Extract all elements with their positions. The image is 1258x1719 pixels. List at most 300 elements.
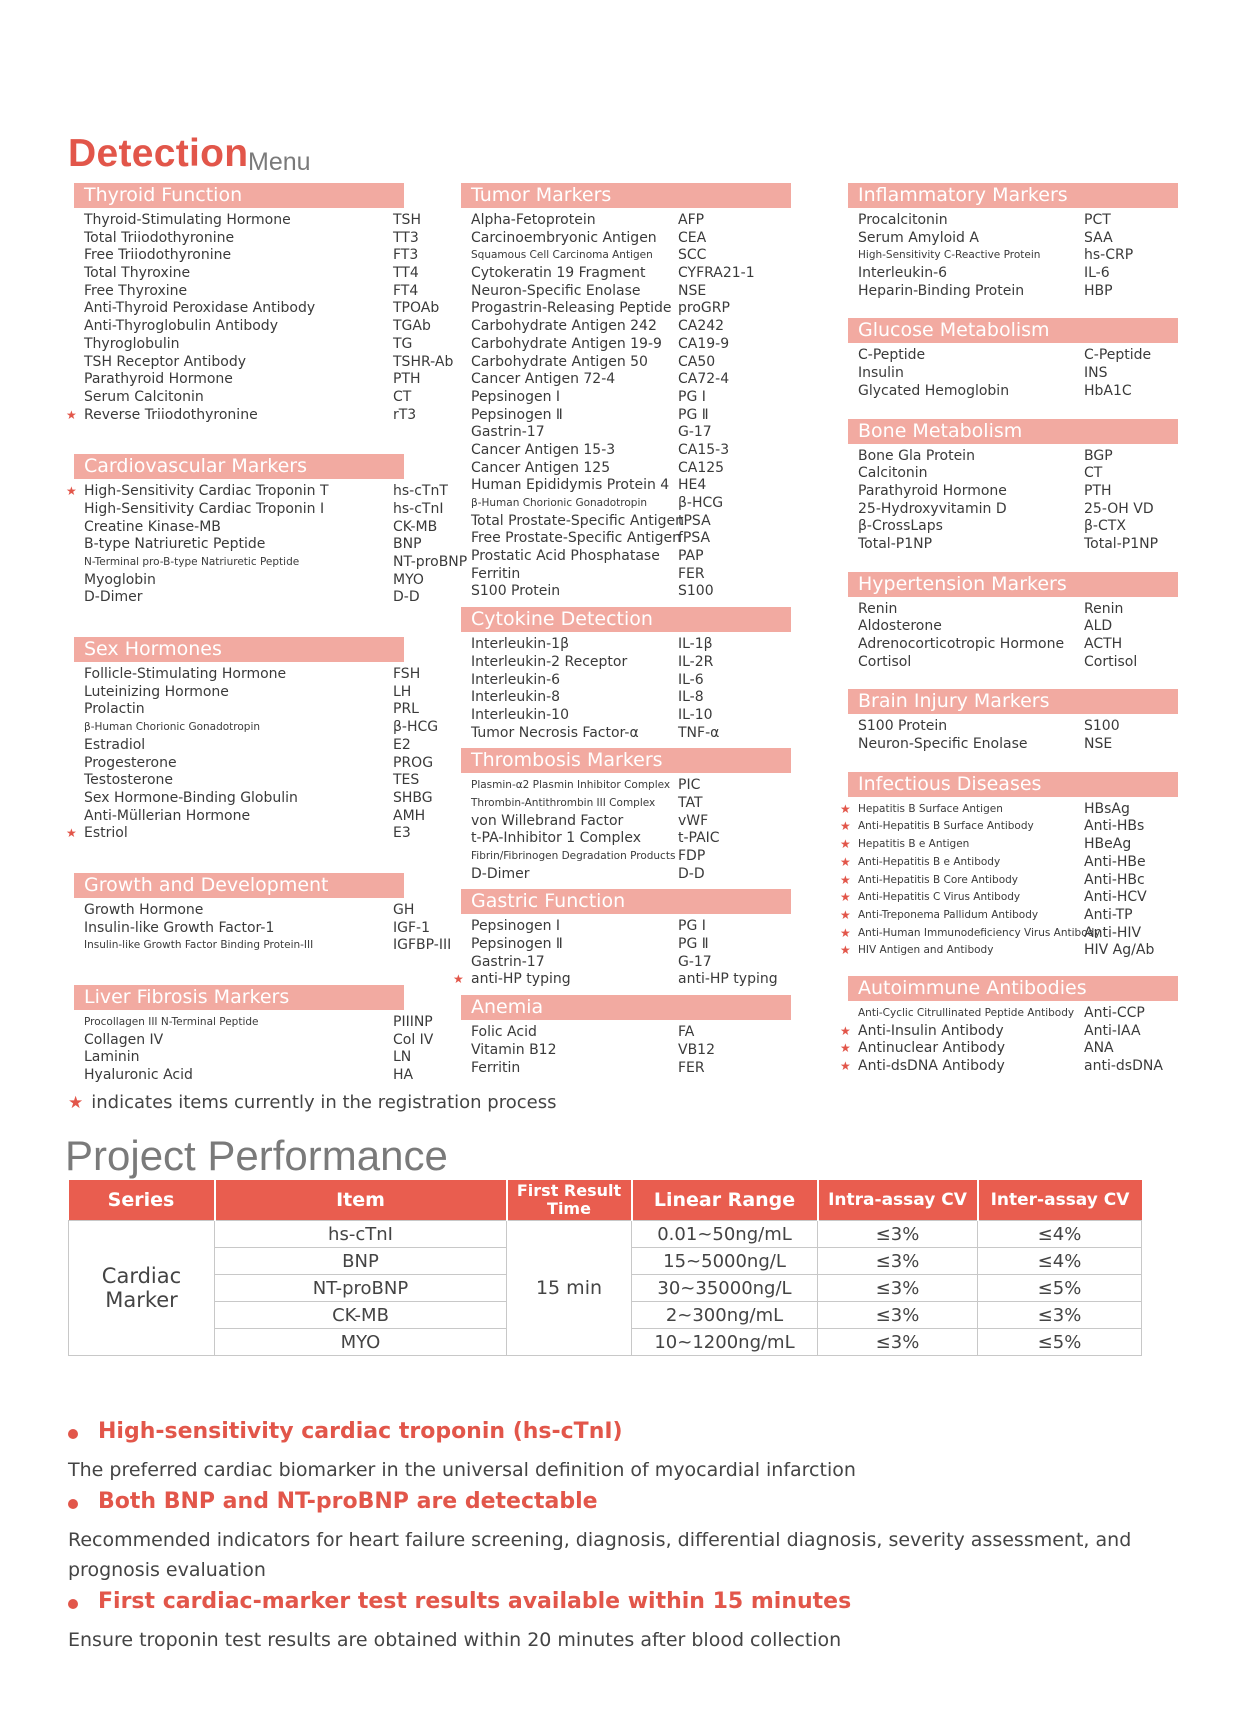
list-item [68,353,454,372]
item-name: Thyroid-Stimulating Hormone [84,212,291,228]
item-abbreviation: CYFRA21-1 [678,265,755,282]
star-icon: ★ [840,943,851,958]
item-name: Progesterone [84,754,177,771]
item-abbreviation: IL-6 [1084,265,1110,282]
item-cell: CK-MB [215,1302,507,1329]
list-item [68,589,420,607]
first-result-time-cell: 15 min [507,1221,632,1356]
list-item [842,283,1178,301]
item-abbreviation: hs-cTnI [393,500,444,517]
bullet-dot-icon [68,1429,78,1439]
item-name: Anti-Hepatitis B Surface Antibody [858,820,1034,833]
item-name: Plasmin-α2 Plasmin Inhibitor Complex [471,779,671,792]
item-name: Procalcitonin [858,212,948,228]
item-abbreviation: TT4 [393,265,419,282]
list-item [455,1060,791,1078]
item-abbreviation: G-17 [678,953,712,970]
item-name: Tumor Necrosis Factor-α [471,724,639,741]
item-name: Gastrin-17 [471,953,545,970]
list-item [842,654,1178,672]
inter-assay-cv-cell: ≤3% [978,1302,1142,1329]
item-abbreviation: β-HCG [393,719,439,736]
item-abbreviation: PCT [1084,212,1111,228]
item-abbreviation: TT3 [393,229,419,246]
list-item [455,530,791,548]
item-abbreviation: Anti-HBe [1084,853,1146,870]
item-name: Free Thyroxine [84,282,188,299]
list-item [68,265,419,283]
menu-section [842,976,1178,1076]
item-name: Thyroglobulin [84,335,180,352]
item-abbreviation: CA242 [678,318,725,335]
item-abbreviation: TPOAb [393,300,440,317]
list-item [455,954,791,972]
menu-section [455,183,791,601]
list-item [842,501,1178,519]
list-item [455,848,791,866]
list-item [842,212,1178,230]
star-icon: ★ [453,972,464,987]
linear-range-cell: 15~5000ng/L [632,1248,818,1275]
item-abbreviation: NSE [1084,736,1113,753]
item-name: von Willebrand Factor [471,812,624,829]
menu-section [455,995,791,1077]
list-item [455,566,791,584]
list-item [68,229,419,248]
list-item [68,1049,412,1067]
registration-footnote [68,1092,556,1113]
item-abbreviation: Anti-IAA [1084,1022,1141,1039]
list-item [842,872,1178,890]
item-name: Total Thyroxine [84,265,191,282]
item-abbreviation: CA50 [678,353,716,370]
list-item [455,513,791,531]
menu-section [842,689,1178,753]
list-item [455,265,791,283]
item-abbreviation: Anti-HBc [1084,871,1145,888]
item-abbreviation: HIV Ag/Ab [1084,942,1155,959]
section-items [66,212,454,424]
star-icon: ★ [68,1093,84,1113]
item-abbreviation: TES [393,772,420,789]
item-name: Anti-Human Immunodeficiency Virus Antibody [858,926,1101,939]
list-item [842,801,1178,819]
item-abbreviation: anti-dsDNA [1084,1058,1163,1074]
item-abbreviation: CA15-3 [678,441,730,458]
menu-section [66,637,439,843]
inter-assay-cv-cell: ≤4% [978,1221,1142,1248]
list-item [455,300,791,318]
header-linear-range: Linear Range [632,1180,818,1221]
section-items [842,448,1178,554]
list-item [842,636,1178,654]
section-header: Infectious Diseases [848,772,1178,797]
item-abbreviation: NT-proBNP [393,554,468,570]
item-abbreviation: HE4 [678,477,707,494]
list-item [842,718,1178,736]
item-name: Adrenocorticotropic Hormone [858,636,1065,652]
star-icon: ★ [840,890,851,905]
linear-range-cell: 2~300ng/mL [632,1302,818,1329]
section-header: Thrombosis Markers [461,748,791,773]
list-item [842,1058,1178,1076]
section-header: Cardiovascular Markers [74,454,404,479]
item-abbreviation: FT3 [393,247,419,264]
list-item [68,683,412,702]
section-header: Anemia [461,995,791,1020]
menu-section [842,419,1178,554]
item-name: Parathyroid Hormone [84,371,233,388]
list-item [455,672,791,690]
header-first-result-time: First Result Time [507,1180,632,1221]
item-name: Gastrin-17 [471,424,545,441]
item-name: Luteinizing Hormone [84,683,229,700]
list-item [68,318,431,336]
item-name: Heparin-Binding Protein [858,282,1025,299]
list-item [842,736,1178,754]
item-name: S100 Protein [858,718,948,735]
item-name: Procollagen III N-Terminal Peptide [84,1016,259,1028]
header-series: Series [69,1180,215,1221]
item-abbreviation: LH [393,683,412,700]
list-item [842,483,1178,501]
menu-section [455,748,791,883]
section-header: Hypertension Markers [848,572,1178,597]
list-item [842,265,1178,283]
item-name: Insulin [858,365,904,382]
item-name: Vitamin B12 [471,1041,557,1058]
list-item [68,335,413,354]
item-abbreviation: NSE [678,282,707,299]
item-cell: MYO [215,1329,507,1356]
item-name: Interleukin-10 [471,706,569,723]
item-abbreviation: FDP [678,848,706,864]
section-header: Thyroid Function [74,183,404,208]
header-item: Item [215,1180,507,1221]
section-items [455,918,791,989]
item-name: Laminin [84,1049,140,1066]
list-item [68,807,426,826]
item-abbreviation: HbA1C [1084,382,1132,399]
item-name: Prostatic Acid Phosphatase [471,548,660,565]
section-header: Tumor Markers [461,183,791,208]
section-header: Brain Injury Markers [848,689,1178,714]
list-item [842,1023,1178,1041]
item-name: Squamous Cell Carcinoma Antigen [471,249,653,262]
item-name: Calcitonin [858,465,928,482]
list-item [455,689,791,707]
item-name: Human Epididymis Protein 4 [471,477,670,494]
menu-section [842,772,1178,960]
item-abbreviation: fPSA [678,530,711,547]
item-name: Parathyroid Hormone [858,482,1007,499]
item-name: Anti-Hepatitis C Virus Antibody [858,891,1021,904]
list-item [66,483,448,501]
item-abbreviation: PTH [1084,482,1112,499]
list-item [68,300,440,318]
item-abbreviation: SHBG [393,789,433,806]
item-name: Pepsinogen Ⅱ [471,936,563,953]
list-item [68,1014,433,1032]
list-item [842,347,1178,365]
item-abbreviation: G-17 [678,424,712,441]
item-abbreviation: TNF-α [678,724,720,741]
item-abbreviation: PIC [678,777,701,794]
section-items [455,1024,791,1077]
list-item [68,901,415,920]
item-abbreviation: HA [393,1067,414,1084]
item-abbreviation: Total-P1NP [1084,535,1159,552]
series-cell: Cardiac Marker [69,1221,215,1356]
list-item [842,942,1178,960]
item-name: Anti-Treponema Pallidum Antibody [858,908,1039,921]
list-item [455,548,791,566]
list-item [455,407,791,425]
item-name: Anti-Hepatitis B e Antibody [858,855,1001,868]
bullet-dot-icon [68,1599,78,1609]
item-name: Hyaluronic Acid [84,1067,193,1084]
list-item [68,571,424,590]
list-item [68,701,419,719]
item-abbreviation: Anti-HIV [1084,924,1142,941]
item-abbreviation: ACTH [1084,636,1123,652]
item-abbreviation: Col IV [393,1031,434,1048]
item-abbreviation: FER [678,1059,705,1076]
list-item [455,477,791,495]
point-body: The preferred cardiac biomarker in the universal definition of myocardial infarction [68,1459,856,1481]
menu-section [455,607,791,742]
item-abbreviation: Anti-HCV [1084,889,1147,906]
list-item [68,500,444,519]
item-name: Carbohydrate Antigen 19-9 [471,335,662,352]
menu-section [842,572,1178,672]
point-heading: First cardiac-marker test results available within 15 minutes [98,1589,852,1614]
table-header-row [69,1180,1142,1221]
item-name: D-Dimer [471,865,530,882]
menu-section [68,873,452,955]
list-item [455,777,791,795]
item-name: C-Peptide [858,347,926,364]
item-name: Anti-Hepatitis B Core Antibody [858,873,1019,886]
menu-column-1 [66,183,468,1085]
list-item [68,1031,434,1050]
item-name: Free Prostate-Specific Antigen [471,530,682,547]
intra-assay-cv-cell: ≤3% [818,1248,978,1275]
list-item [455,371,791,389]
list-item [68,919,430,938]
menu-section [842,183,1178,300]
item-name: Myoglobin [84,571,156,588]
item-name: Anti-Müllerian Hormone [84,807,251,824]
item-name: Alpha-Fetoprotein [471,212,596,228]
item-name: Hepatitis B Surface Antigen [858,802,1003,815]
item-abbreviation: FA [678,1024,695,1041]
list-item [455,247,791,265]
point-body: Recommended indicators for heart failure screening, diagnosis, differential diagnosis, severity assessment, and prognosis evaluation [68,1529,1132,1581]
list-item [68,937,452,955]
item-abbreviation: HBeAg [1084,836,1132,853]
item-name: Cancer Antigen 15-3 [471,441,616,458]
item-name: Interleukin-1β [471,636,569,653]
item-name: Hepatitis B e Antigen [858,838,970,851]
item-name: β-Human Chorionic Gonadotropin [471,497,648,509]
intra-assay-cv-cell: ≤3% [818,1302,978,1329]
item-name: Progastrin-Releasing Peptide [471,300,672,317]
item-abbreviation: Anti-CCP [1084,1004,1145,1021]
list-item [68,736,411,755]
item-name: Cytokeratin 19 Fragment [471,265,646,282]
item-abbreviation: IL-1β [678,636,713,653]
inter-assay-cv-cell: ≤5% [978,1329,1142,1356]
intra-assay-cv-cell: ≤3% [818,1275,978,1302]
item-abbreviation: Anti-HBs [1084,818,1145,835]
menu-column-3 [842,183,1178,1076]
item-name: Total Prostate-Specific Antigen [471,512,685,529]
item-name: t-PA-Inhibitor 1 Complex [471,830,641,847]
list-item [455,918,791,936]
footnote-text: indicates items currently in the registration process [91,1092,557,1113]
list-item [68,371,421,389]
item-name: Anti-Cyclic Citrullinated Peptide Antibody [858,1006,1075,1019]
item-abbreviation: D-D [678,865,705,882]
item-abbreviation: Renin [1084,600,1124,617]
list-item [455,936,791,954]
item-name: Creatine Kinase-MB [84,518,221,535]
item-abbreviation: IL-2R [678,653,714,670]
item-abbreviation: CEA [678,229,707,246]
item-name: Sex Hormone-Binding Globulin [84,789,298,806]
header-intra-assay-cv: Intra-assay CV [818,1180,978,1221]
item-abbreviation: Anti-TP [1084,906,1133,923]
section-header: Bone Metabolism [848,419,1178,444]
item-name: Carcinoembryonic Antigen [471,229,657,246]
item-abbreviation: SAA [1084,229,1113,246]
item-abbreviation: CA72-4 [678,371,730,388]
item-name: TSH Receptor Antibody [84,353,247,370]
section-header: Inflammatory Markers [848,183,1178,208]
section-header: Liver Fibrosis Markers [74,985,404,1010]
star-icon: ★ [840,1041,851,1056]
item-name: Interleukin-8 [471,689,561,706]
item-abbreviation: FT4 [393,282,419,299]
item-name: Testosterone [84,772,174,789]
list-item [68,666,421,684]
star-icon: ★ [840,907,851,922]
item-abbreviation: ALD [1084,618,1113,635]
list-item [455,636,791,654]
list-item [68,554,468,572]
star-icon: ★ [840,819,851,834]
section-items [66,666,439,843]
item-name: Prolactin [84,701,145,718]
item-abbreviation: VB12 [678,1041,715,1058]
star-icon: ★ [66,407,77,422]
item-name: Folic Acid [471,1024,537,1041]
item-name: Fibrin/Fibrinogen Degradation Products [471,850,676,862]
menu-section [455,889,791,989]
section-header: Growth and Development [74,873,404,898]
intra-assay-cv-cell: ≤3% [818,1221,978,1248]
star-icon: ★ [66,826,77,841]
list-item [842,230,1178,248]
list-item [842,818,1178,836]
list-item [455,866,791,884]
section-items [842,347,1178,400]
bullet-dot-icon [68,1499,78,1509]
list-item [68,789,433,808]
item-name: High-Sensitivity Cardiac Troponin T [84,483,329,500]
star-icon: ★ [66,484,77,499]
item-abbreviation: vWF [678,812,709,829]
item-abbreviation: PTH [393,371,421,388]
item-abbreviation: TG [393,335,413,352]
item-name: β-Human Chorionic Gonadotropin [84,721,261,734]
item-abbreviation: ANA [1084,1040,1114,1057]
list-item [68,388,412,407]
star-icon: ★ [840,1059,851,1073]
item-abbreviation: PAP [678,548,704,565]
list-item [68,212,421,230]
item-abbreviation: β-CTX [1084,518,1126,535]
list-item [842,601,1178,619]
list-item [68,536,422,554]
item-abbreviation: BGP [1084,447,1113,464]
item-name: Pepsinogen Ⅱ [471,406,563,423]
item-abbreviation: MYO [393,571,424,588]
item-abbreviation: SCC [678,247,707,264]
item-abbreviation: TSH [393,212,421,228]
list-item [68,518,438,537]
item-name: Pepsinogen Ⅰ [471,918,561,935]
point-heading: Both BNP and NT-proBNP are detectable [98,1489,598,1514]
list-item [455,424,791,442]
section-items [455,636,791,742]
item-name: Insulin-like Growth Factor-1 [84,919,275,936]
point-heading: High-sensitivity cardiac troponin (hs-cTnI) [98,1419,623,1444]
item-name: Free Triiodothyronine [84,247,232,264]
list-item [455,654,791,672]
item-name: Renin [858,600,898,617]
item-abbreviation: t-PAIC [678,830,720,847]
list-item [842,465,1178,483]
item-name: Estriol [84,825,128,842]
list-item [455,971,791,989]
list-item [842,247,1178,265]
item-abbreviation: CK-MB [393,518,438,535]
item-abbreviation: INS [1084,365,1108,382]
star-icon: ★ [840,925,851,940]
item-abbreviation: AMH [393,807,426,824]
list-item [842,448,1178,466]
list-item [455,389,791,407]
section-items [842,801,1178,960]
item-abbreviation: β-HCG [678,495,724,511]
item-name: Interleukin-6 [858,265,948,282]
list-item [842,1040,1178,1058]
section-items [842,718,1178,753]
item-name: Cancer Antigen 72-4 [471,371,616,388]
item-name: Interleukin-6 [471,671,561,688]
item-abbreviation: PG Ⅰ [678,918,706,935]
item-name: Anti-dsDNA Antibody [858,1058,1005,1074]
star-icon: ★ [840,837,851,852]
item-name: Insulin-like Growth Factor Binding Protein-III [84,939,314,952]
item-abbreviation: HBP [1084,282,1113,299]
item-abbreviation: FSH [393,666,421,683]
list-item [455,1042,791,1060]
item-abbreviation: BNP [393,536,422,553]
section-items [455,212,791,601]
